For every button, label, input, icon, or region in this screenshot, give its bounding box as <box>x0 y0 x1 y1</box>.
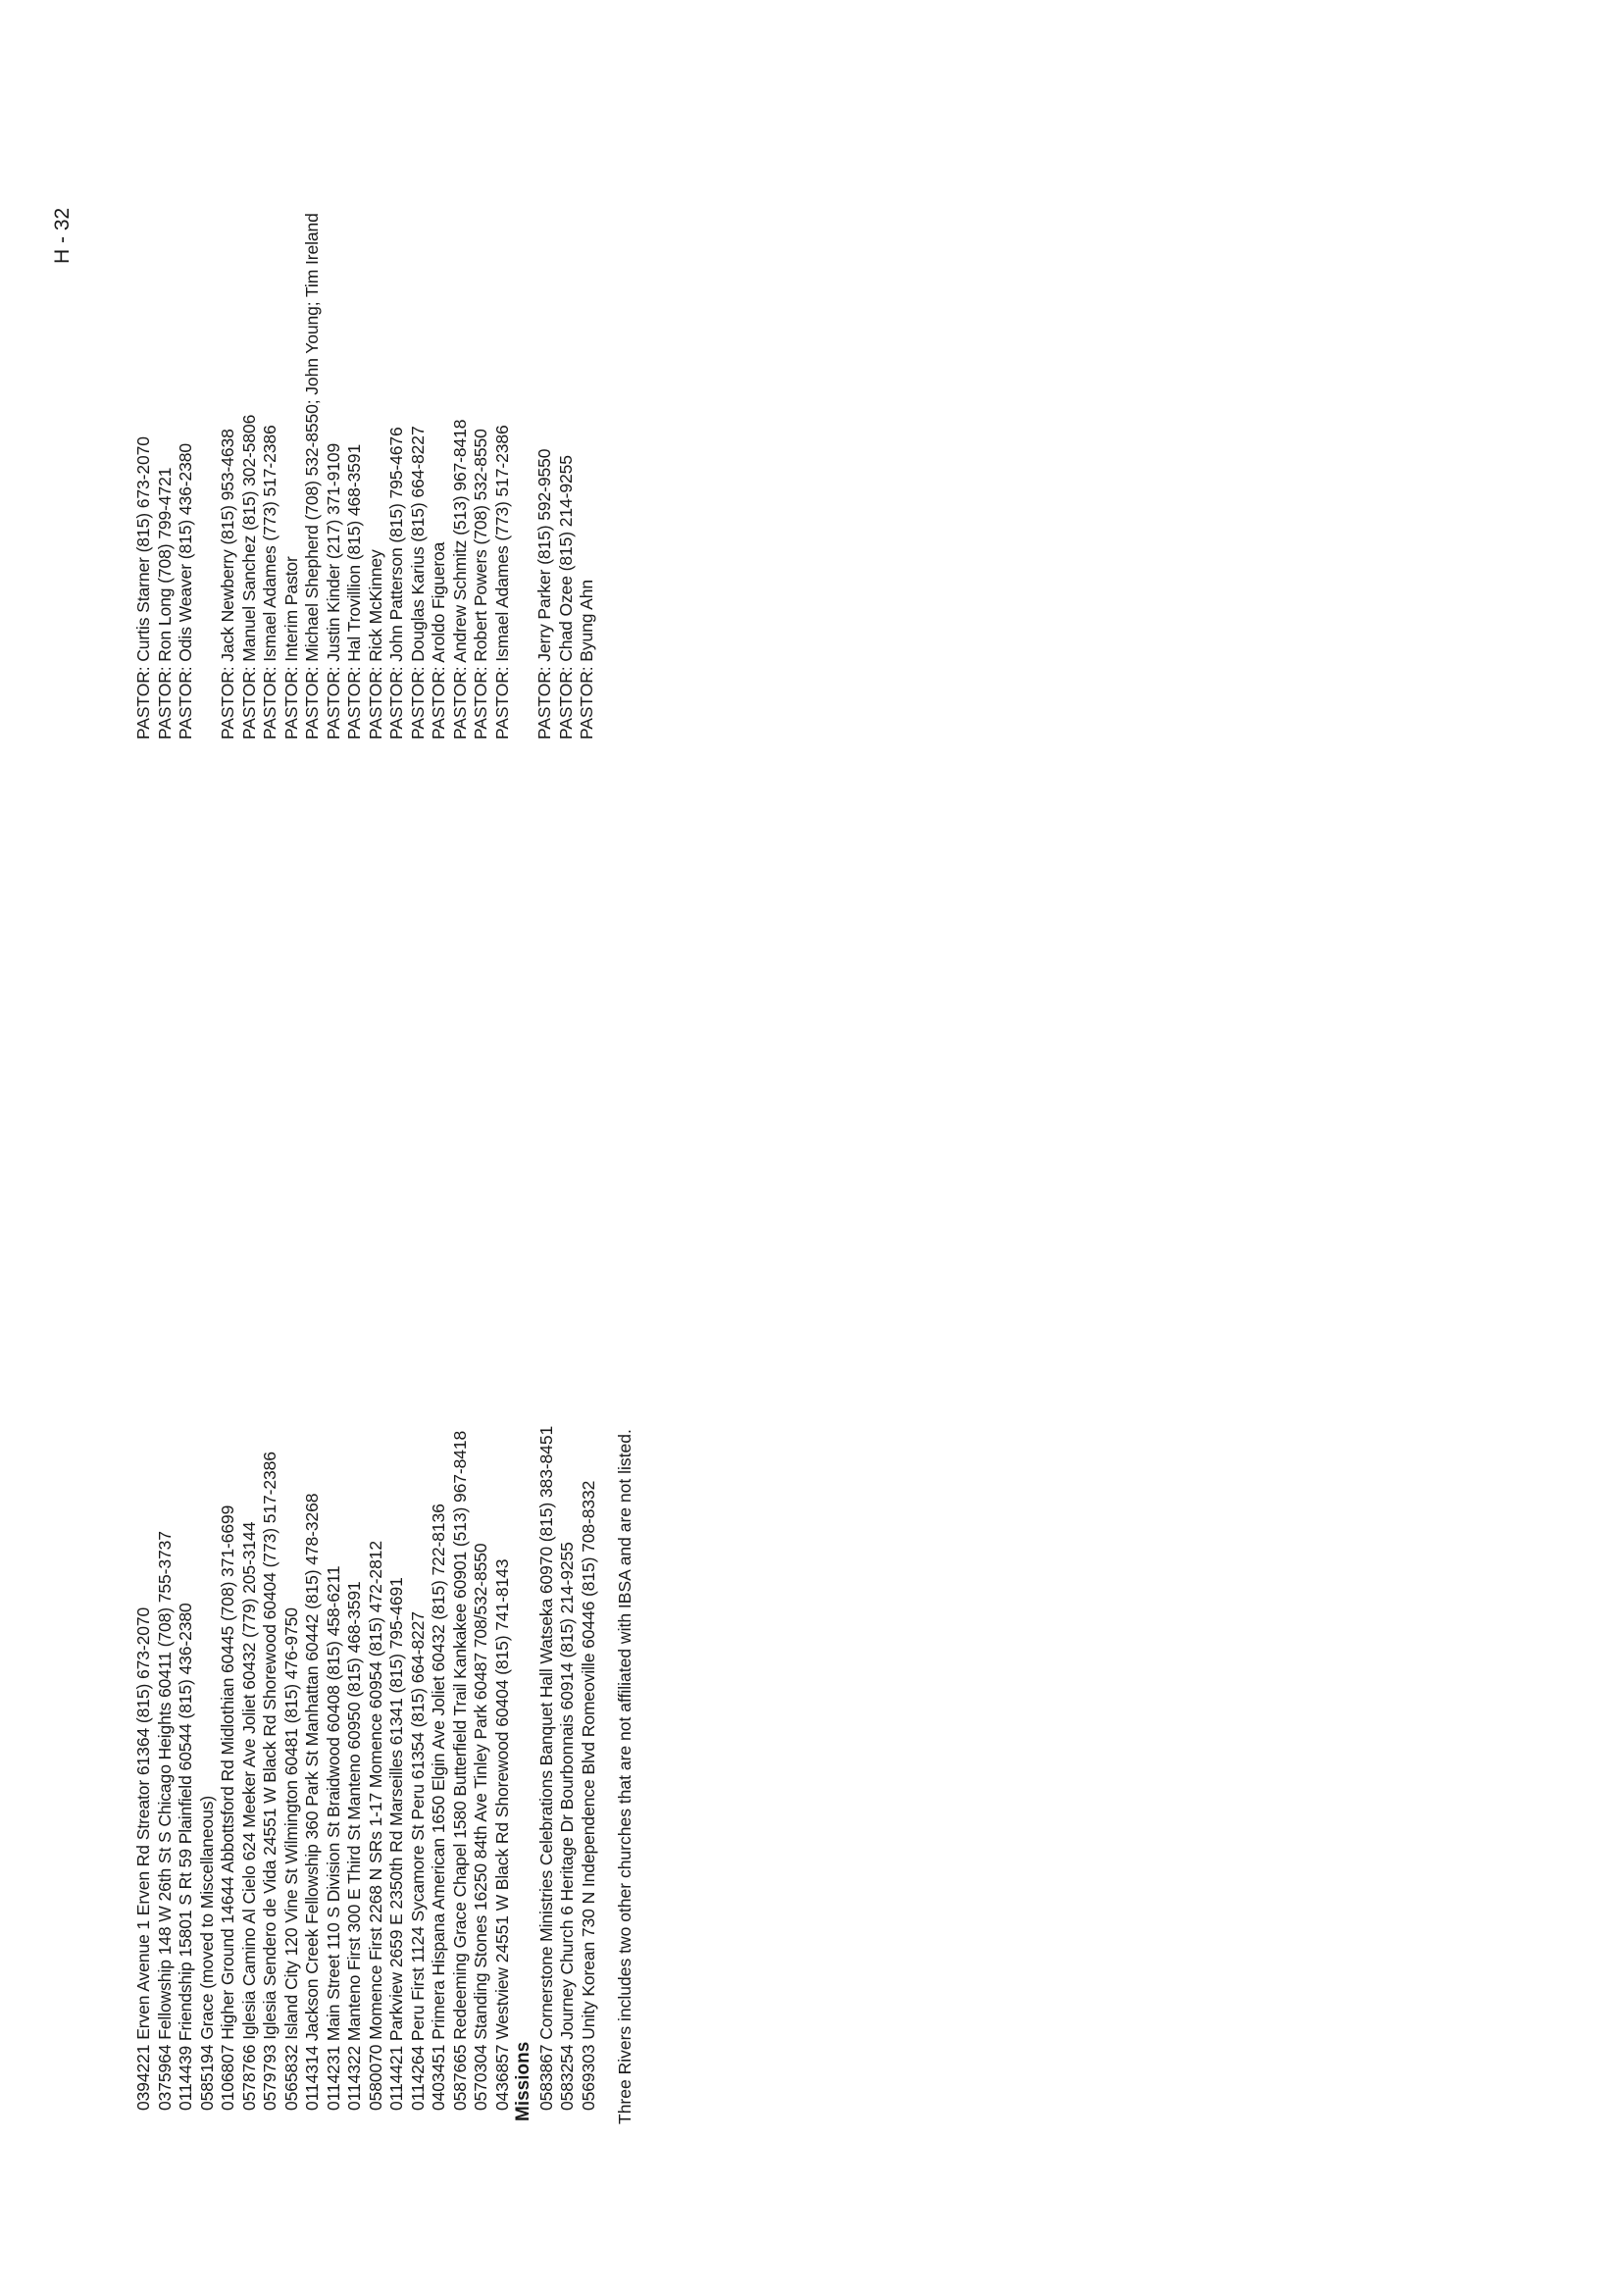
pastor-line: PASTOR: Odis Weaver (815) 436-2380 <box>176 442 195 739</box>
pastor-line: PASTOR: Byung Ahn <box>577 579 596 739</box>
pastor-line: PASTOR: Robert Powers (708) 532-8550 <box>471 429 490 739</box>
church-line: 0114421 Parkview 2659 E 2350th Rd Marseilles 61341 (815) 795-4691 <box>386 1577 406 2111</box>
pastor-line: PASTOR: Justin Kinder (217) 371-9109 <box>324 442 343 739</box>
pastor-line: PASTOR: Jack Newberry (815) 953-4638 <box>218 429 237 739</box>
church-line: 0114439 Friendship 15801 S Rt 59 Plainfield 60544 (815) 436-2380 <box>176 1603 195 2111</box>
pastor-line: PASTOR: Chad Ozee (815) 214-9255 <box>556 455 576 739</box>
pastor-line: PASTOR: Ismael Adames (773) 517-2386 <box>260 425 279 739</box>
pastor-line: PASTOR: Ron Long (708) 799-4721 <box>155 467 175 739</box>
footnote: Three Rivers includes two other churches that are not affiliated with IBSA and are not listed. <box>615 1429 634 2124</box>
pastor-line: PASTOR: Michael Shepherd (708) 532-8550; John Young; Tim Ireland <box>302 213 322 739</box>
pastor-line: PASTOR: Andrew Schmitz (513) 967-8418 <box>450 419 470 739</box>
missions-heading: Missions <box>513 2041 533 2121</box>
pastor-line: PASTOR: Curtis Starner (815) 673-2070 <box>133 436 153 739</box>
church-line: 0579793 Iglesia Sendero de Vida 24551 W Black Rd Shorewood 60404 (773) 517-2386 <box>260 1452 279 2111</box>
pastor-line: PASTOR: Rick McKinney <box>366 549 385 739</box>
church-line: 0565832 Island City 120 Vine St Wilmington 60481 (815) 476-9750 <box>281 1607 301 2111</box>
mission-line: 0583254 Journey Church 6 Heritage Dr Bourbonnais 60914 (815) 214-9255 <box>557 1542 577 2111</box>
page-number: H - 32 <box>51 207 74 264</box>
church-line: 0580070 Momence First 2268 N SRs 1-17 Momence 60954 (815) 472-2812 <box>366 1541 385 2111</box>
church-line: 0114231 Main Street 110 S Division St Braidwood 60408 (815) 458-6211 <box>324 1565 343 2111</box>
pastor-line: PASTOR: Interim Pastor <box>281 556 301 739</box>
pastor-line: PASTOR: Manuel Sanchez (815) 302-5806 <box>239 414 259 739</box>
church-line: 0114322 Manteno First 300 E Third St Manteno 60950 (815) 468-3591 <box>344 1581 364 2111</box>
church-line: 0375964 Fellowship 148 W 26th St S Chicago Heights 60411 (708) 755-3737 <box>155 1531 175 2111</box>
pastor-line: PASTOR: Ismael Adames (773) 517-2386 <box>492 425 512 739</box>
mission-line: 0569303 Unity Korean 730 N Independence Blvd Romeoville 60446 (815) 708-8332 <box>579 1480 598 2111</box>
mission-line: 0583867 Cornerstone Ministries Celebrations Banquet Hall Watseka 60970 (815) 383-8451 <box>536 1425 556 2111</box>
church-line: 0106807 Higher Ground 14644 Abbottsford Rd Midlothian 60445 (708) 371-6699 <box>218 1504 237 2111</box>
church-line: 0394221 Erven Avenue 1 Erven Rd Streator 61364 (815) 673-2070 <box>133 1606 153 2111</box>
church-line: 0585194 Grace (moved to Miscellaneous) <box>197 1795 217 2111</box>
pastor-line: PASTOR: Aroldo Figueroa <box>429 541 448 739</box>
church-line: 0114314 Jackson Creek Fellowship 360 Park St Manhattan 60442 (815) 478-3268 <box>302 1493 322 2111</box>
pastor-line: PASTOR: John Patterson (815) 795-4676 <box>386 427 406 739</box>
pastor-line: PASTOR: Hal Trovillion (815) 468-3591 <box>344 443 364 739</box>
church-line: 0570304 Standing Stones 16250 84th Ave Tinley Park 60487 708/532-8550 <box>471 1543 490 2111</box>
pastor-line: PASTOR: Jerry Parker (815) 592-9550 <box>534 448 554 739</box>
church-line: 0587665 Redeeming Grace Chapel 1580 Butterfield Trail Kankakee 60901 (513) 967-8418 <box>450 1430 470 2111</box>
church-line: 0578766 Iglesia Camino Al Cielo 624 Meeker Ave Joliet 60432 (779) 205-3144 <box>239 1521 259 2111</box>
church-line: 0403451 Primera Hispana American 1650 Elgin Ave Joliet 60432 (815) 722-8136 <box>429 1504 448 2111</box>
pastor-line: PASTOR: Douglas Karius (815) 664-8227 <box>408 426 428 739</box>
church-line: 0114264 Peru First 1124 Sycamore St Peru 61354 (815) 664-8227 <box>408 1611 428 2111</box>
church-line: 0436857 Westview 24551 W Black Rd Shorewood 60404 (815) 741-8143 <box>492 1558 512 2111</box>
